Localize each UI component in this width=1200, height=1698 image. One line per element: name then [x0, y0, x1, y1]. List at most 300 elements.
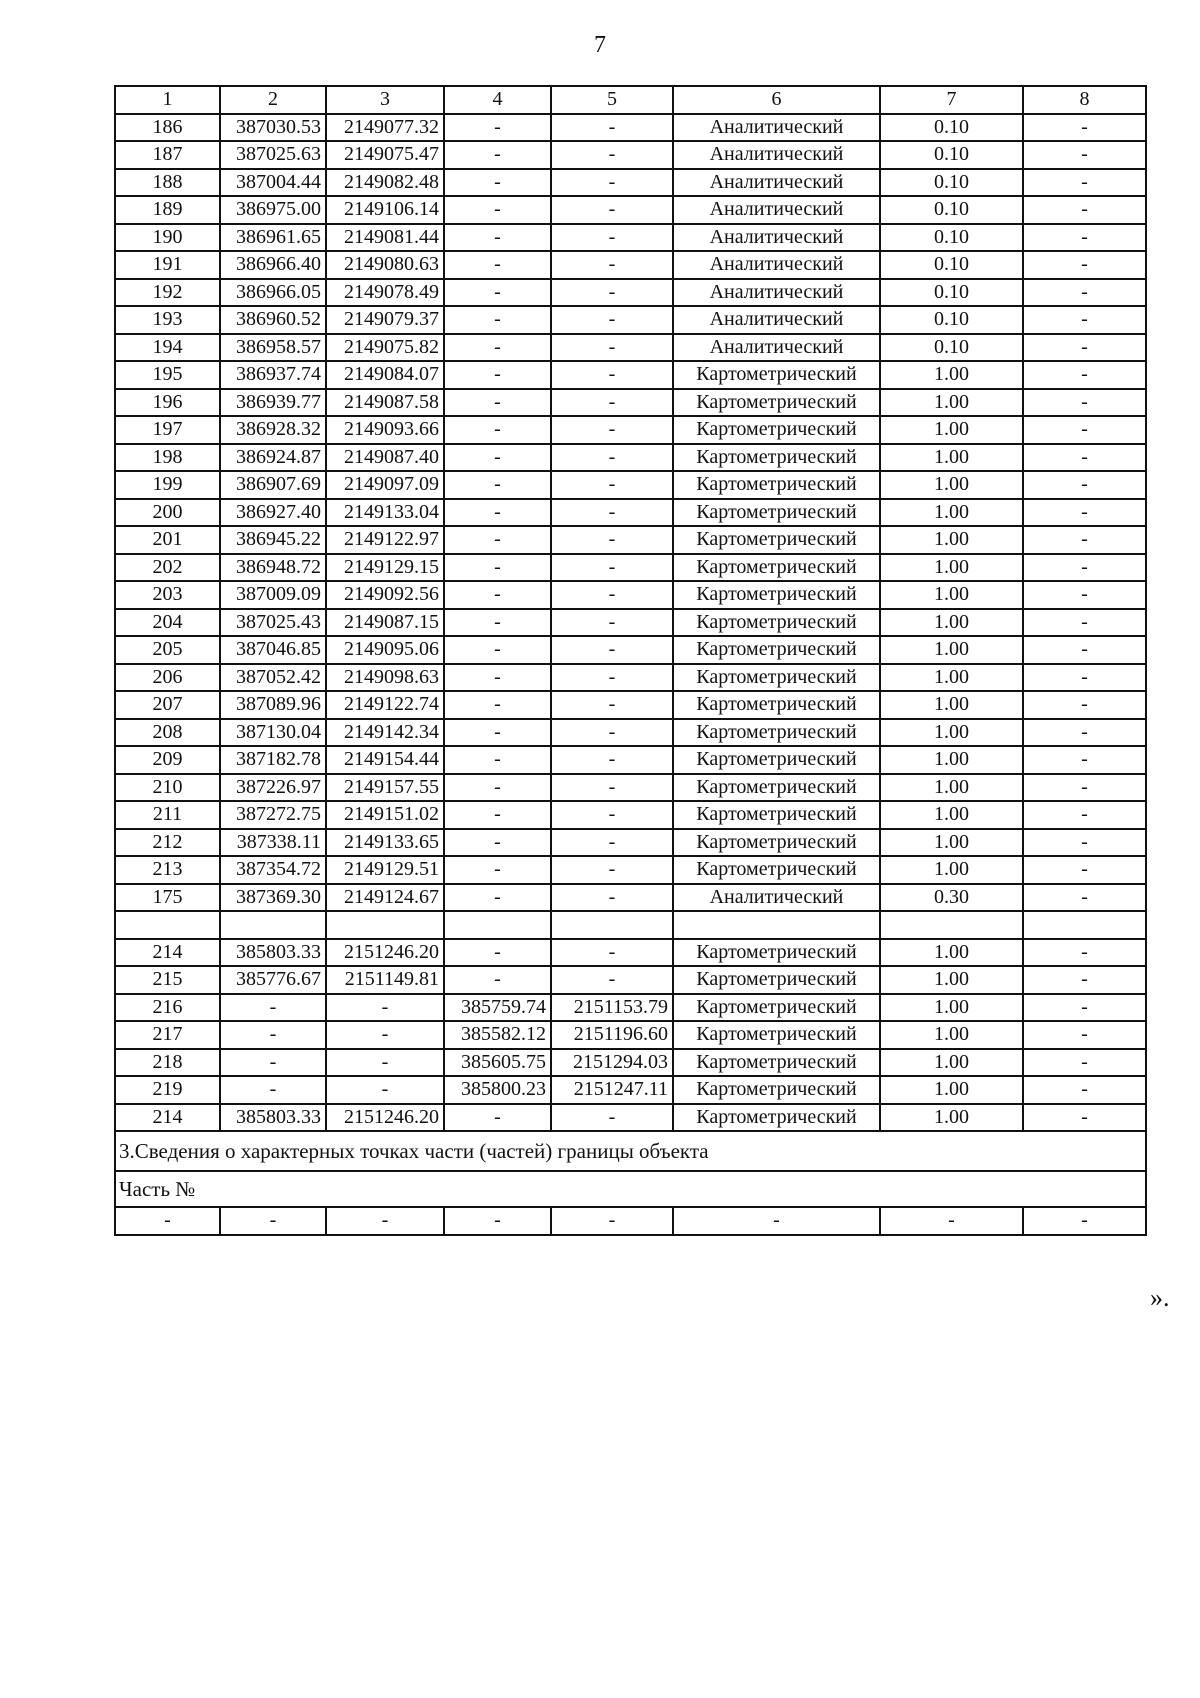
table-row [115, 829, 1146, 857]
table-row [115, 774, 1146, 802]
table-cell: 386927.40 [220, 499, 326, 527]
table-cell: 1.00 [880, 1076, 1023, 1104]
table-cell: Аналитический [673, 114, 880, 142]
table-cell: - [1023, 141, 1146, 169]
table-cell: 1.00 [880, 581, 1023, 609]
table-cell: - [1023, 279, 1146, 307]
table-cell: - [326, 1049, 444, 1077]
table-cell: 387025.43 [220, 609, 326, 637]
table-cell: 219 [115, 1076, 220, 1104]
table-cell: - [551, 719, 673, 747]
table-cell: - [551, 444, 673, 472]
table-row [115, 251, 1146, 279]
table-cell: 1.00 [880, 829, 1023, 857]
table-cell: 0.10 [880, 306, 1023, 334]
table-cell: 195 [115, 361, 220, 389]
table-cell: - [551, 856, 673, 884]
table-cell: 213 [115, 856, 220, 884]
table-cell: 387009.09 [220, 581, 326, 609]
table-row [115, 1207, 1146, 1235]
table-cell: 1.00 [880, 664, 1023, 692]
table-cell: - [444, 691, 551, 719]
table-cell: 2149124.67 [326, 884, 444, 912]
table-cell: - [551, 279, 673, 307]
table-cell: 1 [115, 86, 220, 114]
table-cell: 194 [115, 334, 220, 362]
table-row [115, 334, 1146, 362]
table-cell: Картометрический [673, 416, 880, 444]
table-cell: 1.00 [880, 994, 1023, 1022]
table-cell: - [673, 1207, 880, 1235]
table-cell: 1.00 [880, 444, 1023, 472]
table-cell: 2 [220, 86, 326, 114]
table-cell: - [1023, 581, 1146, 609]
table-cell: - [1023, 801, 1146, 829]
table-cell: 2149078.49 [326, 279, 444, 307]
table-cell: Картометрический [673, 774, 880, 802]
table-cell: 386960.52 [220, 306, 326, 334]
table-cell [880, 911, 1023, 939]
table-cell: 2149129.51 [326, 856, 444, 884]
table-row [115, 1021, 1146, 1049]
table-cell: 0.30 [880, 884, 1023, 912]
table-row [115, 471, 1146, 499]
table-cell: 387089.96 [220, 691, 326, 719]
table-cell: 214 [115, 1104, 220, 1132]
table-row [115, 141, 1146, 169]
table-cell: - [444, 389, 551, 417]
table-cell: 2151196.60 [551, 1021, 673, 1049]
table-cell: 202 [115, 554, 220, 582]
table-cell: 2149092.56 [326, 581, 444, 609]
table-cell: Картометрический [673, 581, 880, 609]
table-cell: Аналитический [673, 224, 880, 252]
table-cell: - [444, 251, 551, 279]
table-cell: 2149077.32 [326, 114, 444, 142]
table-cell: 191 [115, 251, 220, 279]
table-cell: 6 [673, 86, 880, 114]
table-cell: - [1023, 994, 1146, 1022]
table-cell: 2149142.34 [326, 719, 444, 747]
table-cell [673, 911, 880, 939]
table-cell: 201 [115, 526, 220, 554]
table-cell: 386939.77 [220, 389, 326, 417]
table-cell: 2151247.11 [551, 1076, 673, 1104]
table-cell: 187 [115, 141, 220, 169]
table-cell: 2149079.37 [326, 306, 444, 334]
table-cell: 192 [115, 279, 220, 307]
table-cell: - [1023, 1207, 1146, 1235]
table-row [115, 554, 1146, 582]
table-cell: 189 [115, 196, 220, 224]
table-cell: 175 [115, 884, 220, 912]
table-cell: 5 [551, 86, 673, 114]
table-cell: - [1023, 389, 1146, 417]
table-cell: 190 [115, 224, 220, 252]
table-cell: Картометрический [673, 471, 880, 499]
table-cell: 200 [115, 499, 220, 527]
table-cell: 385582.12 [444, 1021, 551, 1049]
table-cell: - [444, 444, 551, 472]
table-cell: - [551, 829, 673, 857]
table-cell: - [1023, 444, 1146, 472]
table-cell: - [444, 581, 551, 609]
table-cell: 2149133.65 [326, 829, 444, 857]
table-cell: 2149095.06 [326, 636, 444, 664]
table-row [115, 911, 1146, 939]
table-cell: 2149157.55 [326, 774, 444, 802]
table-cell: 2151246.20 [326, 1104, 444, 1132]
table-cell: 8 [1023, 86, 1146, 114]
table-cell: 387182.78 [220, 746, 326, 774]
table-cell: 385605.75 [444, 1049, 551, 1077]
table-cell: Картометрический [673, 361, 880, 389]
table-cell: - [1023, 1049, 1146, 1077]
table-cell: - [444, 169, 551, 197]
table-cell: - [551, 581, 673, 609]
table-cell: - [444, 939, 551, 967]
table-cell: Аналитический [673, 334, 880, 362]
table-cell: - [880, 1207, 1023, 1235]
table-cell: - [444, 526, 551, 554]
table-row [115, 1049, 1146, 1077]
table-cell: 2149081.44 [326, 224, 444, 252]
table-cell: - [551, 526, 673, 554]
part-label-row [115, 1171, 1146, 1207]
table-cell: 385803.33 [220, 939, 326, 967]
table-cell: 2151246.20 [326, 939, 444, 967]
table-cell: 206 [115, 664, 220, 692]
table-cell: 212 [115, 829, 220, 857]
table-cell: 186 [115, 114, 220, 142]
table-row [115, 609, 1146, 637]
table-cell: - [220, 1049, 326, 1077]
table-cell: 2149122.74 [326, 691, 444, 719]
table-cell: 387004.44 [220, 169, 326, 197]
table-cell: 2149097.09 [326, 471, 444, 499]
table-cell: Картометрический [673, 801, 880, 829]
table-cell: 2149075.47 [326, 141, 444, 169]
table-cell: 215 [115, 966, 220, 994]
table-cell: - [551, 636, 673, 664]
table-cell: - [1023, 361, 1146, 389]
table-cell: 3 [326, 86, 444, 114]
table-cell: - [551, 664, 673, 692]
table-cell: - [1023, 251, 1146, 279]
table-cell: 386928.32 [220, 416, 326, 444]
table-cell: - [444, 774, 551, 802]
table-cell: 2149093.66 [326, 416, 444, 444]
table-cell: 1.00 [880, 1021, 1023, 1049]
table-cell: - [1023, 526, 1146, 554]
table-row [115, 196, 1146, 224]
table-cell: 386948.72 [220, 554, 326, 582]
table-cell: 196 [115, 389, 220, 417]
table-cell: Картометрический [673, 856, 880, 884]
table-row [115, 719, 1146, 747]
table-row [115, 389, 1146, 417]
table-cell: Аналитический [673, 141, 880, 169]
table-cell: Картометрический [673, 636, 880, 664]
table-cell: - [444, 471, 551, 499]
table-cell: 208 [115, 719, 220, 747]
table-cell: 0.10 [880, 169, 1023, 197]
table-cell: - [444, 306, 551, 334]
table-cell: 2149075.82 [326, 334, 444, 362]
table-cell: - [551, 746, 673, 774]
page-number: 7 [594, 32, 606, 58]
table-cell: 214 [115, 939, 220, 967]
table-cell: 1.00 [880, 966, 1023, 994]
table-cell: - [444, 224, 551, 252]
table-cell: Аналитический [673, 884, 880, 912]
table-cell: - [1023, 829, 1146, 857]
table-row [115, 939, 1146, 967]
table-cell: 209 [115, 746, 220, 774]
table-cell: 385759.74 [444, 994, 551, 1022]
table-cell: Картометрический [673, 554, 880, 582]
table-cell: - [1023, 114, 1146, 142]
table-cell: 1.00 [880, 746, 1023, 774]
table-cell: - [1023, 691, 1146, 719]
table-cell [551, 911, 673, 939]
table-cell: 2149154.44 [326, 746, 444, 774]
table-cell: 7 [880, 86, 1023, 114]
table-cell: 188 [115, 169, 220, 197]
table-cell: - [444, 416, 551, 444]
table-cell: 0.10 [880, 224, 1023, 252]
table-cell: 2151294.03 [551, 1049, 673, 1077]
table-cell: 217 [115, 1021, 220, 1049]
table-row [115, 444, 1146, 472]
table-cell: 204 [115, 609, 220, 637]
table-cell: 198 [115, 444, 220, 472]
table-cell: - [444, 966, 551, 994]
table-cell [1023, 911, 1146, 939]
table-cell: 2149098.63 [326, 664, 444, 692]
table-cell: - [551, 361, 673, 389]
table-cell: 218 [115, 1049, 220, 1077]
table-cell: 386961.65 [220, 224, 326, 252]
table-cell: 203 [115, 581, 220, 609]
table-cell: - [115, 1207, 220, 1235]
table-cell: - [444, 361, 551, 389]
table-cell: 2149122.97 [326, 526, 444, 554]
table-cell: - [444, 114, 551, 142]
table-cell: 387338.11 [220, 829, 326, 857]
table-cell: Аналитический [673, 169, 880, 197]
table-cell: 216 [115, 994, 220, 1022]
table-row [115, 361, 1146, 389]
table-cell: - [551, 499, 673, 527]
table-cell: - [1023, 719, 1146, 747]
table-cell: 193 [115, 306, 220, 334]
table-body [115, 86, 1146, 1235]
table-cell: - [444, 1104, 551, 1132]
table-cell: Картометрический [673, 1049, 880, 1077]
table-cell: 2149151.02 [326, 801, 444, 829]
table-row [115, 224, 1146, 252]
table-cell: - [551, 1207, 673, 1235]
section-title-row [115, 1131, 1146, 1171]
table-cell: - [444, 884, 551, 912]
table-cell: - [326, 1076, 444, 1104]
table-cell: Картометрический [673, 609, 880, 637]
table-cell: - [326, 1021, 444, 1049]
table-row [115, 664, 1146, 692]
table-cell: 197 [115, 416, 220, 444]
table-cell: 1.00 [880, 636, 1023, 664]
table-cell: 387272.75 [220, 801, 326, 829]
table-cell: - [551, 114, 673, 142]
table-cell: - [1023, 306, 1146, 334]
table-cell: Аналитический [673, 279, 880, 307]
table-cell: 385776.67 [220, 966, 326, 994]
table-cell: Картометрический [673, 829, 880, 857]
table-cell: 2149106.14 [326, 196, 444, 224]
table-cell: 387052.42 [220, 664, 326, 692]
table-cell: - [1023, 196, 1146, 224]
table-cell: 386966.05 [220, 279, 326, 307]
table-cell: - [551, 141, 673, 169]
table-cell: 0.10 [880, 196, 1023, 224]
table-cell: 2149087.58 [326, 389, 444, 417]
table-row [115, 636, 1146, 664]
table-cell: - [220, 1021, 326, 1049]
section-title: 3.Сведения о характерных точках части (частей) границы объекта [115, 1131, 1146, 1171]
table-cell: - [444, 279, 551, 307]
table-cell: 386907.69 [220, 471, 326, 499]
table-cell: 2149082.48 [326, 169, 444, 197]
table-cell: 1.00 [880, 416, 1023, 444]
table-cell: - [1023, 169, 1146, 197]
table-cell: Картометрический [673, 966, 880, 994]
table-row [115, 169, 1146, 197]
table-cell: - [444, 196, 551, 224]
table-cell: - [551, 801, 673, 829]
table-cell: 2151149.81 [326, 966, 444, 994]
table-row [115, 691, 1146, 719]
table-cell: Картометрический [673, 691, 880, 719]
table-cell: 1.00 [880, 1049, 1023, 1077]
table-row [115, 416, 1146, 444]
table-row [115, 526, 1146, 554]
table-cell: - [1023, 636, 1146, 664]
table-cell: Аналитический [673, 251, 880, 279]
table-row [115, 581, 1146, 609]
table-cell: - [1023, 1021, 1146, 1049]
table-cell: 1.00 [880, 1104, 1023, 1132]
table-cell: 387025.63 [220, 141, 326, 169]
table-cell: - [551, 334, 673, 362]
table-cell: - [444, 499, 551, 527]
table-cell: - [1023, 966, 1146, 994]
table-cell [115, 911, 220, 939]
table-cell: 207 [115, 691, 220, 719]
table-cell: Картометрический [673, 994, 880, 1022]
table-cell: 4 [444, 86, 551, 114]
table-cell: Картометрический [673, 746, 880, 774]
table-cell: 2149084.07 [326, 361, 444, 389]
table-cell: - [551, 966, 673, 994]
table-cell: 1.00 [880, 774, 1023, 802]
table-cell: 0.10 [880, 251, 1023, 279]
table-cell: Картометрический [673, 389, 880, 417]
table-row [115, 306, 1146, 334]
table-cell: 205 [115, 636, 220, 664]
table-cell: 1.00 [880, 499, 1023, 527]
boundary-points-table [114, 85, 1147, 1236]
table-cell: - [551, 389, 673, 417]
table-cell: - [1023, 609, 1146, 637]
table-cell: Аналитический [673, 196, 880, 224]
table-row [115, 279, 1146, 307]
table-cell: - [444, 1207, 551, 1235]
table-cell: - [551, 609, 673, 637]
table-cell: 387130.04 [220, 719, 326, 747]
table-cell: 387030.53 [220, 114, 326, 142]
table-cell: - [1023, 471, 1146, 499]
table-cell: 385800.23 [444, 1076, 551, 1104]
table-cell: - [444, 554, 551, 582]
table-cell: 2149129.15 [326, 554, 444, 582]
table-cell: 199 [115, 471, 220, 499]
table-cell: 0.10 [880, 114, 1023, 142]
table-cell: 1.00 [880, 801, 1023, 829]
table-cell: - [444, 141, 551, 169]
table-row [115, 884, 1146, 912]
table-cell: - [551, 471, 673, 499]
table-cell: - [551, 224, 673, 252]
table-cell: 1.00 [880, 361, 1023, 389]
table-cell: Аналитический [673, 306, 880, 334]
table-row [115, 966, 1146, 994]
table-cell: Картометрический [673, 719, 880, 747]
table-cell: 386958.57 [220, 334, 326, 362]
table-cell: - [444, 746, 551, 774]
table-cell: 1.00 [880, 389, 1023, 417]
table-cell: - [1023, 554, 1146, 582]
table-row [115, 499, 1146, 527]
table-cell: 2149087.40 [326, 444, 444, 472]
table-cell: - [1023, 1076, 1146, 1104]
table-cell: - [444, 719, 551, 747]
table-cell: - [444, 636, 551, 664]
table-cell: 386924.87 [220, 444, 326, 472]
table-cell: - [551, 251, 673, 279]
table-cell: 1.00 [880, 856, 1023, 884]
table-cell: - [444, 664, 551, 692]
table-cell: - [1023, 774, 1146, 802]
table-cell: 2151153.79 [551, 994, 673, 1022]
table-cell: - [326, 1207, 444, 1235]
table-cell: - [220, 1207, 326, 1235]
table-cell: 2149087.15 [326, 609, 444, 637]
table-cell: Картометрический [673, 939, 880, 967]
table-cell: 386975.00 [220, 196, 326, 224]
table-cell: - [444, 801, 551, 829]
closing-quote-mark: ». [1150, 1283, 1170, 1312]
table-cell: Картометрический [673, 1021, 880, 1049]
table-cell: - [220, 994, 326, 1022]
table-cell: 2149133.04 [326, 499, 444, 527]
table-cell: 1.00 [880, 939, 1023, 967]
table-row [115, 856, 1146, 884]
table-cell: - [444, 829, 551, 857]
table-row [115, 1076, 1146, 1104]
table-cell: 0.10 [880, 279, 1023, 307]
table-row [115, 801, 1146, 829]
